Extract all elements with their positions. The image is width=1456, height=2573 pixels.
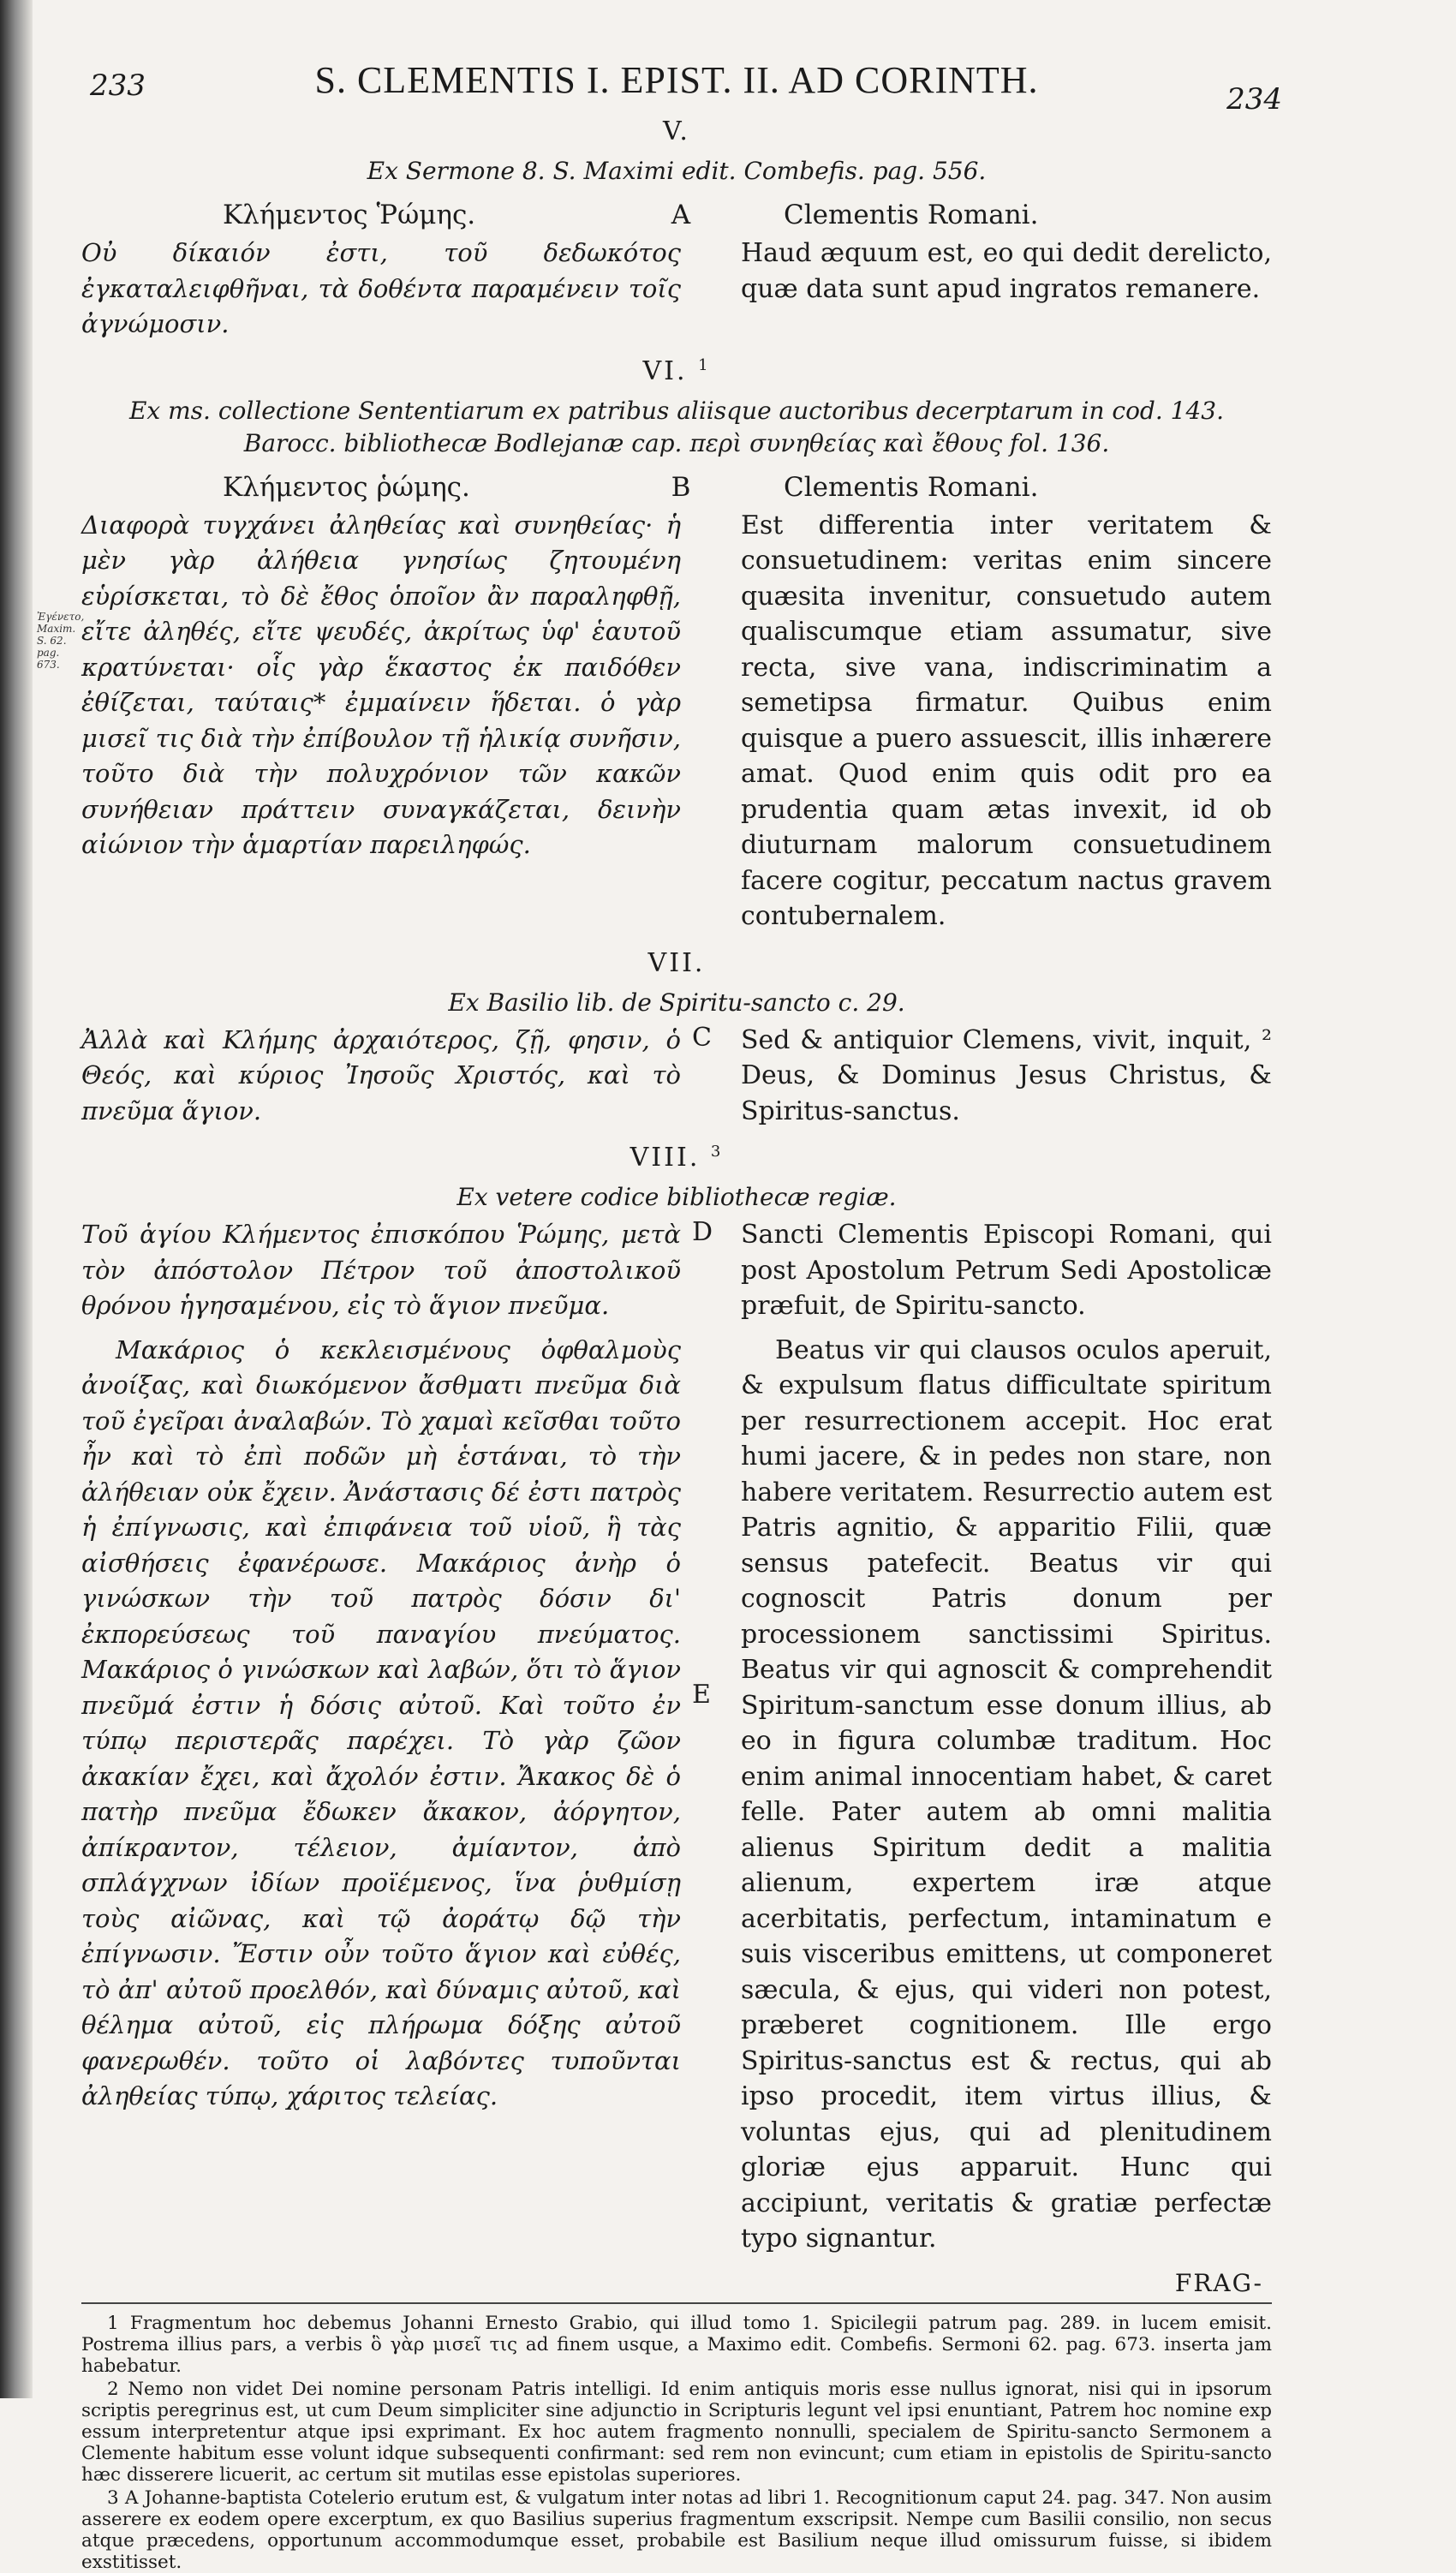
latin-paragraph: Sed & antiquior Clemens, vivit, inquit, ² Deus, & Dominus Jesus Christus, & Spiritus-sanctus. — [741, 1024, 1272, 1126]
latin-column — [741, 236, 1272, 351]
section-number-text: VIII. — [630, 1143, 701, 1173]
section-source: Ex ms. collectione Sententiarum ex patribus aliisque auctoribus decerptarum in cod. 143. Barocc. bibliothecæ Bodlejanæ cap. περὶ συνηθείας καὶ ἔθους fol. 136. — [128, 396, 1225, 457]
greek-label: Κλήμεντος Ῥώμης. — [223, 200, 476, 230]
book-page — [37, 51, 1282, 2573]
footnote-ref: 1 — [698, 355, 711, 374]
parallel-columns — [81, 1217, 1272, 2266]
greek-paragraph: Μακάριος ὁ κεκλεισμένους ὀφθαλμοὺς ἀνοίξας, καὶ διωκόμενον ἄσθματι πνεῦμα διὰ τοῦ ἐγεῖραι ἀναλαβών. Τὸ χαμαὶ κεῖσθαι τοῦτο ἦν καὶ τὸ ἐπὶ ποδῶν μὴ ἑστάναι, τὸ τὴν ἀλήθειαν οὐκ ἔχειν. Ἀνάστασις δέ ἐστι πατρὸς ἡ ἐπίγνωσις, καὶ ἐπιφάνεια τοῦ υἱοῦ, ἣ τὰς αἰσθήσεις ἐφανέρωσε. Μακάριος ἀνὴρ ὁ γινώσκων τὴν τοῦ πατρὸς δόσιν δι' ἐκπορεύσεως τοῦ παναγίου πνεύματος. Μακάριος ὁ γινώσκων καὶ λαβών, ὅτι τὸ ἅγιον πνεῦμά ἐστιν ἡ δόσις αὐτοῦ. Καὶ τοῦτο ἐν τύπῳ περιστερᾶς παρέχει. Τὸ γὰρ ζῶον ἀκακίαν ἔχει, καὶ ἄχολόν ἐστιν. Ἄκακος δὲ ὁ πατὴρ πνεῦμα ἔδωκεν ἄκακον, ἀόργητον, ἀπίκραντον, τέλειον, ἀμίαντον, ἀπὸ σπλάγχνων ἰδίων προϊέμενος, ἵνα ῥυθμίσῃ τοὺς αἰῶνας, καὶ τῷ ἀοράτῳ δῷ τὴν ἐπίγνωσιν. Ἔστιν οὖν τοῦτο ἅγιον καὶ εὐθές, τὸ ἀπ' αὐτοῦ προελθόν, καὶ δύναμις αὐτοῦ, καὶ θέλημα αὐτοῦ, εἰς πλήρωμα δόξης αὐτοῦ φανερωθέν. τοῦτο οἱ λαβόντες τυποῦνται ἀληθείας τύπῳ, χάριτος τελείας. — [81, 1334, 681, 2110]
section-source: Ex vetere codice bibliothecæ regiæ. — [456, 1183, 897, 1211]
margin-note: Ἐγένετο, Maxim. S. 62. pag. 673. — [37, 610, 85, 671]
section-marker: C — [692, 1022, 712, 1053]
section-labels — [81, 472, 1272, 503]
footnote: 2 Nemo non videt Dei nomine personam Patris intelligi. Id enim antiquis moris esse nullus ignorat, nisi qui in ipsorum scriptis peregrinus est, ut cum Deum simpliciter sine adjunctio in Scripturis legunt vel ipsi enuntiant, Patrem hoc nomine exp essum interpretentur atque ipsi exprimant. Ex hoc autem fragmento nonnulli, specialem de Spiritu-sancto Sermonem a Clemente habitum esse volunt idque subsequenti confirmant: sed rem non evincunt; cum etiam in epistolis de Spiritu-sancto hæc disserere licuerit, ac certum sit mutilas esse epistolas superiores. — [81, 2378, 1272, 2486]
footnote-ref: 3 — [710, 1143, 724, 1161]
greek-paragraph: Ἀλλὰ καὶ Κλήμης ἀρχαιότερος, ζῇ, φησιν, ὁ Θεός, καὶ κύριος Ἰησοῦς Χριστός, καὶ τὸ πνεῦμα ἅγιον. — [81, 1024, 681, 1125]
latin-label: Clementis Romani. — [784, 200, 1039, 230]
parallel-columns — [37, 508, 1272, 943]
parallel-columns — [81, 236, 1272, 351]
latin-column — [741, 508, 1272, 943]
section-number — [81, 356, 1272, 386]
page-number-right: 234 — [1226, 82, 1282, 116]
section-marker: A — [671, 200, 691, 230]
footnotes — [81, 2313, 1272, 2573]
section-marker: D — [692, 1217, 713, 1247]
footnote: 1 Fragmentum hoc debemus Johanni Ernesto Grabio, qui illud tomo 1. Spicilegii patrum pag. 289. in lucem emisit. Postrema illius pars, a verbis ὃ γὰρ μισεῖ τις ad finem usque, a Maximo edit. Combefis. Sermoni 62. pag. 673. inserta jam habebatur. — [81, 2312, 1272, 2377]
footnote: 3 A Johanne-baptista Cotelerio erutum est, & vulgatum inter notas ad libri 1. Recognitionum caput 24. pag. 347. Non ausim asserere ex eodem opere excerptum, ex quo Basilius superius fragmentum exscripsit. Nempe cum Basilii consilio, non secus atque præcedens, opportunum accommodumque esset, probabile est Basilium neque illud omissurum fuisse, si ibidem exstitisset. — [81, 2486, 1272, 2573]
greek-label: Κλήμεντος ῥώμης. — [223, 471, 470, 503]
greek-column — [81, 1217, 681, 2266]
greek-paragraph: Οὐ δίκαιόν ἐστι, τοῦ δεδωκότος ἐγκαταλειφθῆναι, τὰ δοθέντα παραμένειν τοῖς ἀγνώμοσιν. — [81, 238, 681, 338]
latin-paragraph: Sancti Clementis Episcopi Romani, qui post Apostolum Petrum Sedi Apostolicæ præfuit, de Spiritu-sancto. — [741, 1220, 1272, 1321]
running-header — [81, 51, 1282, 116]
section-marker: E — [692, 1680, 711, 1710]
latin-column — [741, 1217, 1272, 2266]
parallel-columns — [81, 1023, 1272, 1138]
section-number: V. — [663, 116, 690, 146]
latin-paragraph: Beatus vir qui clausos oculos aperuit, & expulsum flatus difficultate spiritum per resurrectionem accepit. Hoc erat humi jacere, & in pedes non stare, non habere veritatem. Resurrectio autem est Patris agnitio, & apparitio Filii, quæ sensus patefecit. Beatus vir qui cognoscit Patris donum per processionem sanctissimi Spiritus. Beatus vir qui agnoscit & comprehendit Spiritum-sanctum esse donum illius, ab eo in figura columbæ traditum. Hoc enim animal innocentiam habet, & caret felle. Pater autem ab omni malitia alienus Spiritum dedit a malitia alienum, expertem iræ atque acerbitatis, perfectum, intaminatum e suis visceribus emittens, ut componeret sæcula, & ejus, qui videri non potest, præberet cognitionem. Ille ergo Spiritus-sanctus est & rectus, qui ab ipso procedit, item virtus illius, & voluntas ejus, qui ad plenitudinem gloriæ ejus apparuit. Hunc qui accipiunt, veritatis & gratiæ perfectæ typo signantur. — [741, 1334, 1272, 2254]
latin-column — [741, 1023, 1272, 1138]
section-number: VII. — [647, 947, 706, 978]
latin-paragraph: Est differentia inter veritatem & consuetudinem: veritas enim sincere quæsita invenitur, consuetudo autem qualiscumque etiam assumatur, sive recta, sive vana, indiscriminatim a semetipsa firmatur. Quibus enim quisque a puero assuescit, illis inhærere amat. Quod enim quis odit pro ea prudentia quam ætas invexit, id ob diuturnam malorum consuetudinem facere cogitur, peccatum nactus gravem contubernalem. — [741, 510, 1272, 931]
running-title: S. CLEMENTIS I. EPIST. II. AD CORINTH. — [314, 59, 1039, 101]
section-number-text: VI. — [642, 355, 688, 386]
greek-column — [81, 236, 681, 351]
footnote-divider — [81, 2302, 1272, 2304]
greek-column — [81, 508, 681, 943]
greek-paragraph: Διαφορὰ τυγχάνει ἀληθείας καὶ συνηθείας· ἡ μὲν γὰρ ἀλήθεια γνησίως ζητουμένη εὑρίσκεται, τὸ δὲ ἔθος ὁποῖον ἂν παραληφθῇ, εἴτε ἀληθές, εἴτε ψευδές, ἀκρίτως ὑφ' ἑαυτοῦ κρατύνεται· οἷς γὰρ ἕκαστος ἐκ παιδόθεν ἐθίζεται, ταύταις* ἐμμαίνειν ἥδεται. ὁ γὰρ μισεῖ τις διὰ τὴν ἐπίβουλον τῇ ἡλικίᾳ συνῆσιν, τοῦτο διὰ τὴν πολυχρόνιον τῶν κακῶν συνήθειαν πράττειν συναγκάζεται, δεινὴν αἰώνιον τὴν ἁμαρτίαν παρειληφώς. — [81, 510, 681, 859]
section-marker: B — [671, 471, 691, 503]
section-number — [81, 1143, 1272, 1173]
section-labels — [81, 200, 1272, 230]
book-spine-shadow — [0, 0, 33, 2398]
latin-label: Clementis Romani. — [784, 471, 1039, 503]
section-source: Ex Basilio lib. de Spiritu-sancto c. 29. — [448, 988, 905, 1017]
greek-column — [81, 1023, 681, 1138]
catchword: FRAG- — [1174, 2268, 1263, 2297]
page-number-left: 233 — [90, 69, 146, 103]
section-source: Ex Sermone 8. S. Maximi edit. Combefis. pag. 556. — [367, 157, 987, 185]
greek-paragraph: Τοῦ ἁγίου Κλήμεντος ἐπισκόπου Ῥώμης, μετὰ τὸν ἀπόστολον Πέτρον τοῦ ἀποστολικοῦ θρόνου ἡγησαμένου, εἰς τὸ ἅγιον πνεῦμα. — [81, 1220, 681, 1320]
latin-paragraph: Haud æquum est, eo qui dedit derelicto, quæ data sunt apud ingratos remanere. — [741, 238, 1272, 304]
